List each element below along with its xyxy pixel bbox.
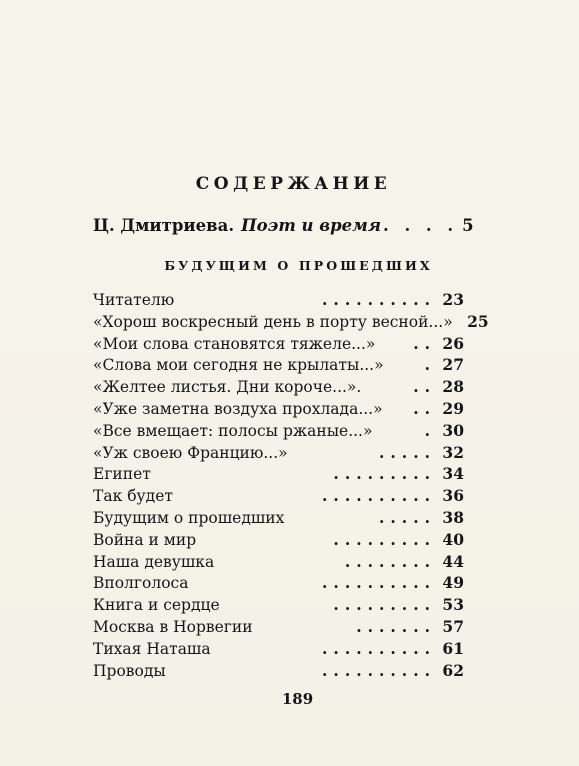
toc-leader-dots: .......... (322, 573, 436, 593)
toc-leader-dots: ......... (333, 529, 436, 549)
toc-leader-dots: .......... (322, 638, 436, 658)
toc-entry-title: «Слова мои сегодня не крылаты...» (93, 356, 384, 375)
toc-entry (93, 552, 464, 574)
toc-entry-page: 36 (442, 486, 464, 506)
toc-entry-page: 44 (442, 551, 464, 571)
toc-entry-page: 57 (442, 616, 464, 636)
toc-leader-dots: .......... (322, 660, 436, 680)
toc-entry (93, 595, 464, 617)
toc-entry-title: Наша девушка (93, 552, 215, 571)
toc-entry-page: 25 (467, 311, 489, 331)
toc-entry (93, 377, 464, 399)
toc-entry (93, 464, 464, 486)
toc-entry (93, 530, 464, 552)
toc-entry (93, 486, 464, 508)
toc-leader-dots: ....... (356, 616, 436, 636)
toc-leader-dots: .......... (322, 290, 436, 309)
toc-leader-dots: .......... (322, 486, 436, 506)
toc-entry (93, 355, 464, 377)
toc-entry (93, 573, 464, 595)
intro-page-number: 5 (462, 216, 474, 235)
toc-entry-title: «Хорош воскресный день в порту весной...» (93, 312, 453, 331)
toc-entry-title: Египет (93, 465, 151, 484)
toc-entry (93, 639, 464, 661)
toc-entry-title: Вполголоса (93, 574, 189, 593)
toc-entry (93, 311, 489, 334)
toc-entry-page: 49 (442, 573, 464, 593)
toc-entry-page: 26 (442, 333, 464, 353)
toc-leader-dots: ......... (333, 595, 436, 615)
toc-list (93, 290, 489, 682)
toc-entry-title: Проводы (93, 661, 166, 680)
toc-entry (93, 617, 464, 639)
toc-entry-page: 61 (442, 638, 464, 658)
toc-entry-title: Москва в Норвегии (93, 617, 253, 636)
toc-entry-page: 29 (442, 398, 464, 418)
intro-author: Ц. Дмитриева. (93, 216, 235, 235)
toc-leader-dots: .. (413, 377, 436, 397)
toc-entry-title: Читателю (93, 291, 175, 309)
toc-entry-page: 62 (442, 660, 464, 680)
toc-entry-title: Книга и сердце (93, 596, 220, 615)
toc-entry (93, 661, 464, 683)
toc-leader-dots: ..... (379, 507, 436, 527)
contents-heading: СОДЕРЖАНИЕ (195, 174, 392, 194)
toc-entry-title: Так будет (93, 487, 173, 506)
toc-entry (93, 508, 464, 530)
toc-entry-page: 53 (442, 595, 464, 615)
toc-entry-title: Война и мир (93, 530, 197, 549)
toc-entry (93, 334, 464, 356)
toc-entry (93, 399, 464, 421)
toc-entry-title: «Все вмещает: полосы ржаные...» (93, 421, 373, 440)
intro-title: Поэт и время (241, 216, 381, 235)
page-number: 189 (281, 690, 314, 708)
toc-entry-title: «Уж своею Францию...» (93, 443, 288, 462)
intro-entry (93, 216, 474, 235)
toc-leader-dots: .. (413, 398, 436, 418)
toc-entry (93, 443, 464, 465)
toc-entry (93, 421, 464, 443)
toc-leader-dots: . (424, 420, 436, 440)
toc-entry-page: 30 (442, 420, 464, 440)
toc-entry-page: 40 (442, 529, 464, 549)
toc-entry-title: Тихая Наташа (93, 639, 211, 658)
toc-leader-dots: . (424, 355, 436, 375)
toc-entry-page: 27 (442, 355, 464, 375)
intro-leader-dots: . . . . (382, 216, 459, 235)
toc-entry-title: Будущим о прошедших (93, 508, 285, 527)
toc-leader-dots: .. (413, 333, 436, 353)
section-heading: БУДУЩИМ О ПРОШЕДШИХ (164, 258, 433, 273)
toc-entry-page: 28 (442, 377, 464, 397)
toc-entry-page: 23 (442, 290, 464, 309)
toc-entry-title: «Уже заметна воздуха прохлада...» (93, 399, 383, 418)
toc-entry-title: «Желтее листья. Дни короче...». (93, 378, 362, 397)
toc-entry-title: «Мои слова становятся тяжеле...» (93, 334, 376, 353)
toc-entry-page: 38 (442, 507, 464, 527)
toc-entry-page: 34 (442, 464, 464, 484)
toc-leader-dots: ..... (379, 442, 436, 462)
toc-leader-dots: ........ (344, 551, 436, 571)
toc-leader-dots: ......... (333, 464, 436, 484)
toc-entry-page: 32 (442, 442, 464, 462)
toc-entry (93, 290, 464, 312)
